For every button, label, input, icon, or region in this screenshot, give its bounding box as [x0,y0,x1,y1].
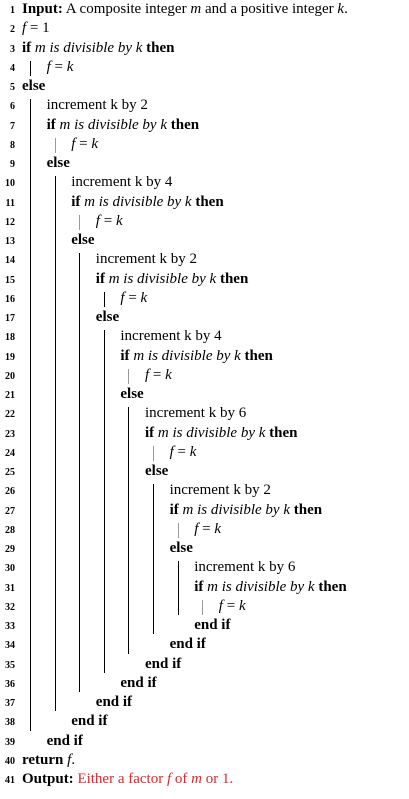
line-number: 29 [5,544,15,555]
block-indent-rule [30,99,31,730]
code-token: m is divisible by k [182,501,290,518]
code-token: m is divisible by k [59,116,167,133]
code-token: of [171,771,192,787]
algorithm-line [0,481,409,500]
line-content [170,635,206,654]
algorithm-line [0,712,409,731]
line-content [170,539,193,558]
line-number: 39 [5,736,15,748]
line-number: 8 [10,139,15,151]
line-content [219,597,246,616]
code-token: m [190,1,202,17]
code-token: and a positive integer [201,1,338,17]
code-token: then [269,424,298,441]
line-number: 13 [5,236,15,247]
line-number: 41 [5,775,15,786]
algorithm-line [0,231,409,250]
algorithm-line [0,308,409,327]
code-token: if [194,578,204,595]
code-token: Output: [22,771,74,787]
line-content [71,712,107,731]
code-token: f [120,289,125,306]
code-token: f [166,771,172,787]
algorithm-line [0,19,409,38]
block-indent-rule [202,600,203,615]
line-content [47,732,83,751]
line-content [170,481,271,500]
code-token: increment k by 2 [95,251,198,268]
algorithm-line [0,116,409,135]
block-indent-rule [79,253,80,692]
block-indent-rule [55,176,56,711]
code-token: return [22,751,64,768]
line-content [170,501,323,520]
algorithm-line [0,462,409,481]
algorithm-line [0,154,409,173]
algorithm-line [0,366,409,385]
code-token: end if [194,617,231,633]
block-indent-rule [153,484,154,634]
line-content [145,404,246,423]
code-token: m [191,771,202,787]
code-token: f [46,58,51,75]
code-token: then [195,193,224,210]
line-number: 7 [10,120,15,132]
code-token: = [149,366,166,383]
line-content [96,212,123,231]
algorithm-line [0,674,409,693]
code-token: f [22,20,27,37]
line-content [22,77,45,96]
line-content [145,655,181,674]
code-token: else [22,78,46,94]
code-token: = [124,289,141,306]
code-token: k [238,597,246,614]
algorithm-line [0,501,409,520]
line-content [71,173,172,192]
block-indent-rule [30,61,31,76]
code-token: else [120,386,144,402]
code-token: k [91,135,98,152]
code-token: increment k by 6 [194,559,296,576]
algorithm-line [0,635,409,654]
code-token: then [146,39,175,56]
code-token: f [145,366,150,383]
code-token: k [165,366,172,383]
line-content [47,96,148,115]
line-content [96,308,119,327]
code-token: then [318,578,347,595]
code-token: . [344,1,348,17]
code-token: end if [46,732,83,749]
code-token: end if [169,636,206,653]
algorithm-line [0,39,409,58]
code-token: then [170,116,200,133]
algorithm-line [0,347,409,366]
line-content [145,462,168,481]
algorithm-line [0,0,409,19]
line-number: 1 [10,5,15,16]
line-number: 14 [5,255,15,267]
code-token: = [222,597,239,614]
line-number: 34 [5,640,15,652]
algorithm-line [0,751,409,770]
code-token: = [75,135,92,152]
code-token: k [115,212,123,229]
algorithm-line [0,520,409,539]
code-token: if [46,116,56,133]
line-content [96,250,197,269]
block-indent-rule [104,330,105,673]
algorithm-line [0,96,409,115]
line-content [96,270,249,289]
line-number: 4 [10,62,15,74]
code-token: else [46,155,70,171]
code-token: else [169,540,193,556]
line-number: 20 [5,370,15,382]
code-token: A composite integer [62,1,191,17]
code-token: increment k by 4 [71,174,173,191]
code-token: = [50,58,67,75]
line-number: 17 [5,313,15,324]
line-content [96,693,132,712]
line-number: 16 [5,293,15,305]
code-token: if [169,501,179,518]
code-token: k [140,289,148,306]
code-token: m is divisible by k [84,193,192,210]
line-number: 18 [5,332,15,344]
code-token: f [169,443,174,460]
line-content [71,231,94,250]
line-number: 9 [10,159,15,170]
line-content [22,39,175,58]
code-token: = [173,443,190,460]
code-token: else [145,463,169,479]
code-token: if [145,424,155,441]
code-token: m is divisible by k [34,39,143,56]
algorithm-line [0,58,409,77]
code-token: m is divisible by k [207,578,315,595]
line-number: 28 [5,524,15,536]
code-token: else [71,232,95,248]
line-number: 40 [5,755,15,767]
block-indent-rule [178,523,179,538]
algorithm-line [0,270,409,289]
code-token: else [95,309,120,325]
line-content [22,0,348,19]
algorithm-line [0,250,409,269]
algorithm-line [0,693,409,712]
line-number: 33 [5,621,15,632]
line-content [120,347,273,366]
block-indent-rule [55,138,56,153]
line-content [194,558,295,577]
code-token: m is divisible by k [108,270,217,287]
line-number: 6 [10,101,15,113]
code-token: . [71,751,76,768]
code-token: m is divisible by k [133,347,241,364]
line-number: 24 [5,447,15,459]
algorithm-line [0,597,409,616]
code-token: = 1 [26,20,50,37]
block-indent-rule [128,407,129,653]
line-content [71,135,98,154]
algorithm-line [0,212,409,231]
line-number: 3 [10,43,15,55]
line-number: 10 [5,178,15,190]
line-number: 31 [5,582,15,594]
algorithm-line [0,327,409,346]
algorithm-line [0,77,409,96]
line-number: 23 [5,428,15,440]
algorithm-line [0,732,409,751]
code-token: k [337,1,345,17]
code-token: if [71,193,81,210]
code-token: end if [120,674,157,691]
algorithm-line [0,385,409,404]
code-token: Input: [22,1,63,17]
line-number: 35 [5,659,15,671]
block-indent-rule [178,561,179,615]
line-number: 27 [5,505,15,517]
algorithm-line [0,404,409,423]
code-token: f [71,135,76,152]
line-content [120,289,147,308]
algorithm-line [0,770,409,789]
code-token: f [67,751,72,768]
code-token: if [95,270,105,287]
code-token: increment k by 6 [145,405,247,422]
line-number: 21 [5,390,15,401]
code-token: if [120,347,130,364]
line-content [47,116,200,135]
line-content [47,154,70,173]
code-token: end if [145,655,182,672]
algorithm-line [0,193,409,212]
line-content [22,770,233,789]
line-content [120,327,221,346]
line-content [194,578,347,597]
code-token: increment k by 2 [169,482,271,499]
line-number: 25 [5,467,15,478]
code-token: = [198,520,215,537]
algorithm-line [0,135,409,154]
line-content [22,19,50,38]
code-token: end if [71,713,108,730]
code-token: k [189,443,197,460]
line-content [71,193,224,212]
code-token: then [219,270,249,287]
algorithm-line [0,424,409,443]
line-number: 26 [5,486,15,498]
algorithm-line [0,558,409,577]
code-token: = [99,212,116,229]
block-indent-rule [153,446,154,461]
line-content [145,366,172,385]
algorithm-line [0,539,409,558]
line-content [120,385,143,404]
line-number: 12 [5,216,15,228]
line-number: 36 [5,678,15,690]
code-token: then [293,501,323,518]
algorithm-line [0,578,409,597]
code-token: k [214,520,221,537]
code-token: end if [95,694,133,710]
line-content [194,616,230,635]
line-number: 5 [10,82,15,93]
algorithm-line [0,443,409,462]
line-content [170,443,197,462]
algorithm-line [0,173,409,192]
algorithm-line [0,289,409,308]
line-number: 38 [5,717,15,729]
line-number: 37 [5,698,15,709]
line-content [120,674,156,693]
line-number: 19 [5,351,15,363]
code-token: increment k by 4 [120,328,222,345]
algorithm-line [0,655,409,674]
code-token: if [22,39,32,56]
line-number: 22 [5,409,15,421]
code-token: f [95,212,100,229]
code-token: f [194,520,199,537]
line-content [145,424,298,443]
code-token: increment k by 2 [46,97,148,114]
code-token: or 1. [201,771,234,787]
code-token: Either a factor [77,771,167,787]
code-token: m is divisible by k [157,424,266,441]
line-number: 32 [5,601,15,613]
code-token: f [218,597,223,614]
line-number: 11 [5,197,15,209]
algorithm-line [0,616,409,635]
line-number: 30 [5,563,15,575]
line-content [194,520,221,539]
block-indent-rule [128,369,129,384]
line-content [22,751,75,770]
line-number: 2 [10,24,15,36]
block-indent-rule [104,292,105,307]
block-indent-rule [79,215,80,230]
line-number: 15 [5,274,15,286]
code-token: then [244,347,273,364]
line-content [47,58,74,77]
code-token: k [66,58,74,75]
